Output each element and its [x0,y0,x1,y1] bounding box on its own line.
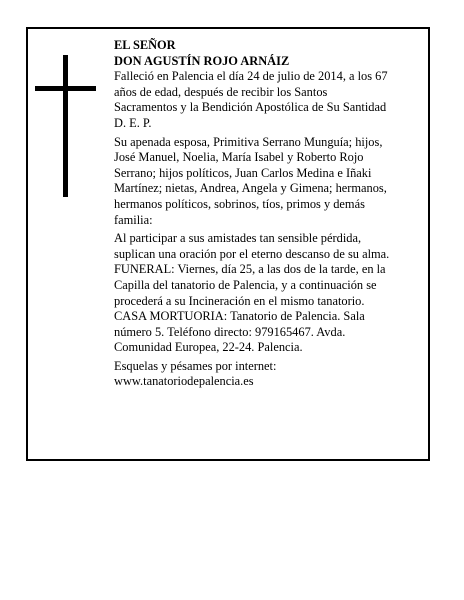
text-line: Martínez; nietas, Andrea, Angela y Gimena; hermanos, [114,181,387,196]
obituary-text [114,38,424,390]
text-line: Esquelas y pésames por internet: [114,358,277,373]
text-line: CASA MORTUORIA: Tanatorio de Palencia. Sala [114,309,365,324]
text-line: Comunidad Europea, 22-24. Palencia. [114,340,303,355]
text-line: Capilla del tanatorio de Palencia, y a continuación se [114,277,377,292]
website-link[interactable]: www.tanatoriodepalencia.es [114,374,254,389]
text-line: D. E. P. [114,115,152,130]
notice-title-line: EL SEÑOR [114,38,176,52]
text-line: FUNERAL: Viernes, día 25, a las dos de la tarde, en la [114,262,386,277]
online-condolences-paragraph [114,359,424,390]
death-announcement-paragraph [114,69,424,131]
funeral-details-paragraph [114,231,424,356]
text-line: Al participar a sus amistades tan sensible pérdida, [114,231,362,246]
text-line: Sacramentos y la Bendición Apostólica de Su Santidad [114,100,387,115]
text-line: suplican una oración por el eterno descanso de su alma. [114,246,390,261]
family-paragraph [114,135,424,229]
text-line: años de edad, después de recibir los Santos [114,84,328,99]
text-line: familia: [114,212,153,227]
text-line: procederá a su Incineración en el mismo tanatorio. [114,293,365,308]
text-line: José Manuel, Noelia, María Isabel y Roberto Rojo [114,150,364,165]
text-line: número 5. Teléfono directo: 979165467. Avda. [114,324,346,339]
text-line: hermanos políticos, sobrinos, tíos, primos y demás [114,196,365,211]
text-line: Su apenada esposa, Primitiva Serrano Munguía; hijos, [114,134,383,149]
text-line: Falleció en Palencia el día 24 de julio de 2014, a los 67 [114,69,388,84]
text-line: Serrano; hijos políticos, Juan Carlos Medina e Iñaki [114,165,372,180]
cross-horizontal-bar [35,86,96,91]
deceased-name: DON AGUSTÍN ROJO ARNÁIZ [114,53,290,68]
cross-vertical-bar [63,55,68,197]
